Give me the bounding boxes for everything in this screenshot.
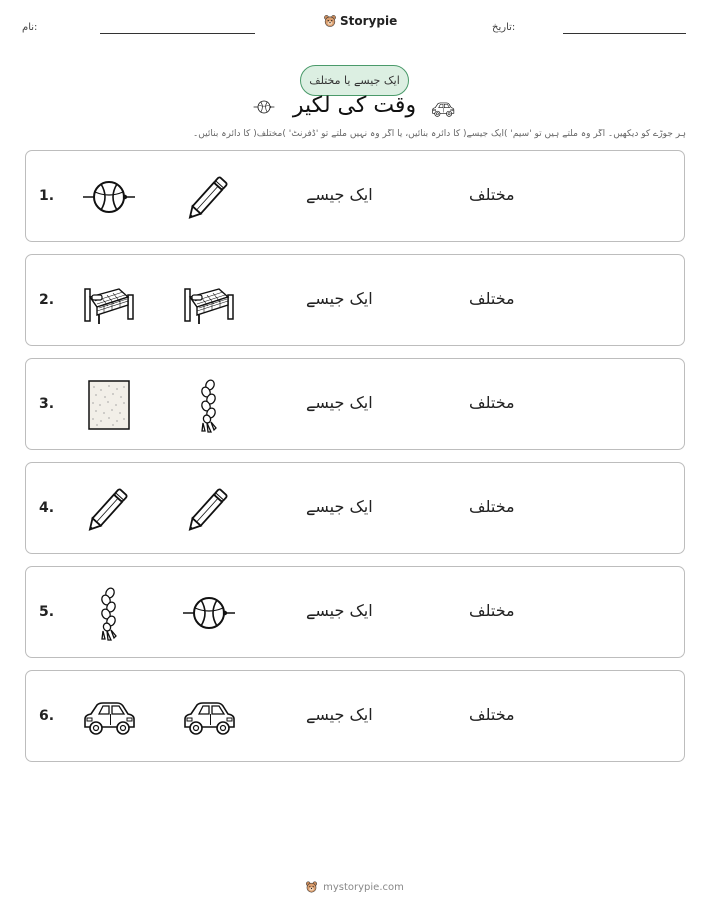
different-option[interactable]: مختلف	[469, 497, 515, 516]
bear-face-icon	[323, 13, 337, 29]
pencil-icon	[179, 479, 239, 539]
exercise-row	[25, 670, 685, 762]
name-line[interactable]	[100, 33, 255, 34]
ball-icon	[179, 583, 239, 643]
row-number: 5.	[39, 604, 55, 620]
same-option[interactable]: ایک جیسے	[306, 705, 373, 724]
same-option[interactable]: ایک جیسے	[306, 497, 373, 516]
different-option[interactable]: مختلف	[469, 705, 515, 724]
different-option[interactable]: مختلف	[469, 393, 515, 412]
braid-icon	[179, 375, 239, 435]
same-option[interactable]: ایک جیسے	[306, 601, 373, 620]
exercise-row	[25, 254, 685, 346]
name-label: نام:	[22, 22, 38, 33]
car-icon	[79, 687, 139, 747]
page-title: وقت کی لکیر	[292, 93, 417, 118]
row-number: 3.	[39, 396, 55, 412]
footer-url[interactable]: mystorypie.com	[323, 881, 404, 893]
different-option[interactable]: مختلف	[469, 289, 515, 308]
car-icon	[179, 687, 239, 747]
same-option[interactable]: ایک جیسے	[306, 393, 373, 412]
bed-icon	[179, 271, 239, 331]
row-number: 2.	[39, 292, 55, 308]
braid-icon	[79, 583, 139, 643]
exercise-row	[25, 462, 685, 554]
exercise-row	[25, 358, 685, 450]
date-label: تاریخ:	[492, 22, 516, 33]
paper-icon	[79, 375, 139, 435]
instructions-text: ہر جوڑے کو دیکھیں۔ اگر وہ ملتے ہیں تو 'سیم' )ایک جیسے( کا دائرہ بنائیں، یا اگر وہ نہیں ملتے تو 'ڈفرنٹ' )مختلف( کا دائرہ بنائیں۔	[193, 129, 686, 139]
row-number: 1.	[39, 188, 55, 204]
car-icon	[428, 96, 458, 122]
same-option[interactable]: ایک جیسے	[306, 289, 373, 308]
row-number: 4.	[39, 500, 55, 516]
bear-face-icon	[305, 880, 318, 894]
footer	[0, 880, 709, 894]
brand-name: Storypie	[340, 14, 398, 28]
brand-logo	[323, 13, 397, 29]
pencil-icon	[179, 167, 239, 227]
category-badge: ایک جیسے یا مختلف	[300, 65, 409, 96]
date-line[interactable]	[563, 33, 686, 34]
exercise-row	[25, 150, 685, 242]
ball-icon	[79, 167, 139, 227]
different-option[interactable]: مختلف	[469, 185, 515, 204]
row-number: 6.	[39, 708, 55, 724]
pencil-icon	[79, 479, 139, 539]
exercise-row	[25, 566, 685, 658]
bed-icon	[79, 271, 139, 331]
different-option[interactable]: مختلف	[469, 601, 515, 620]
same-option[interactable]: ایک جیسے	[306, 185, 373, 204]
